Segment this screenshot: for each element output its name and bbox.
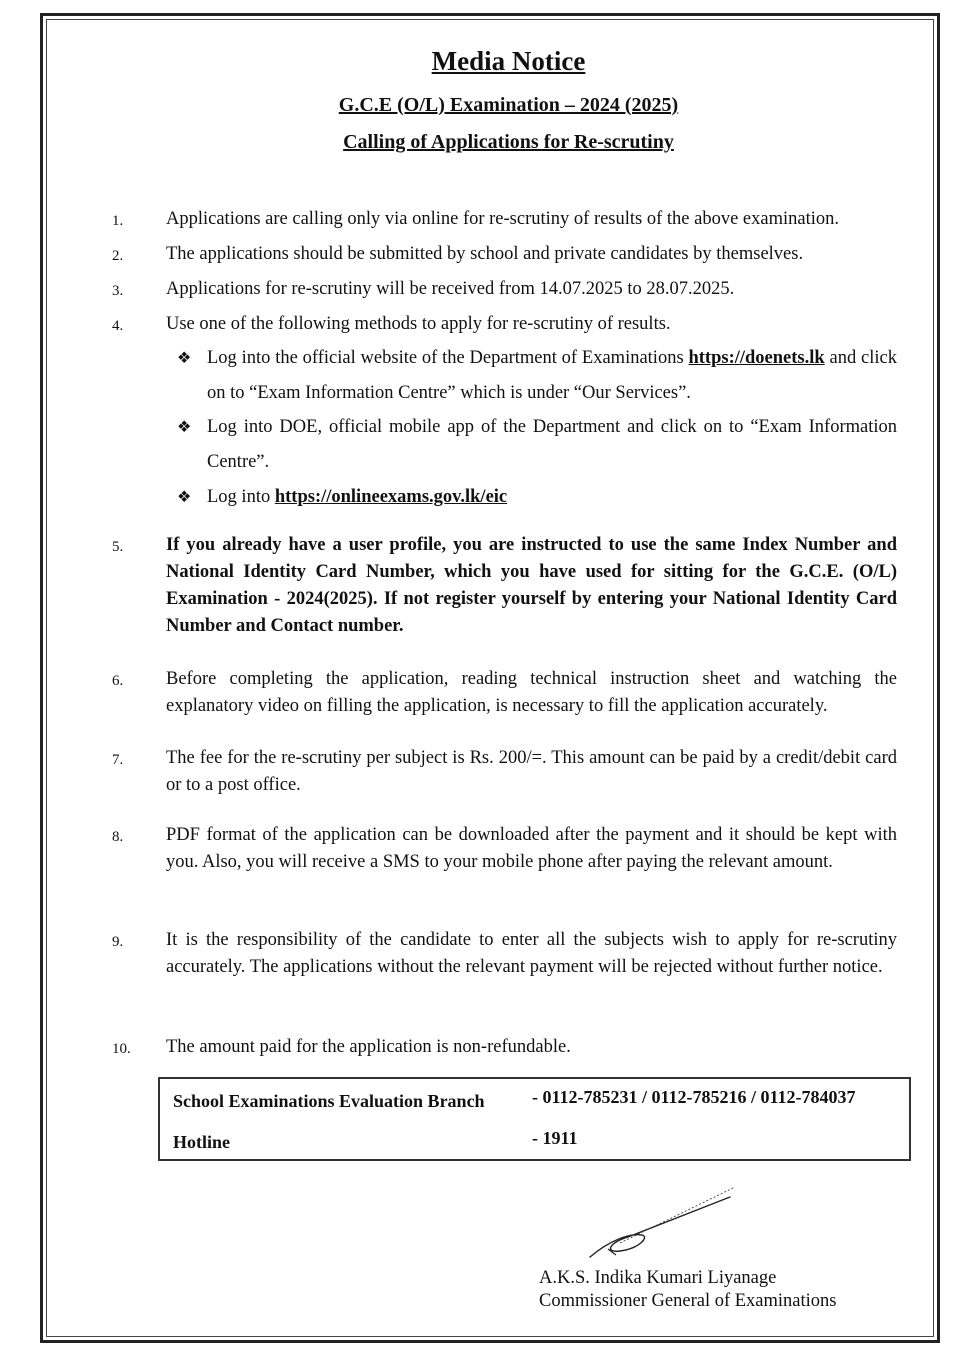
signature-graphic [580,1185,750,1265]
item-number: 1. [112,213,124,229]
item-number: 10. [112,1041,131,1057]
item-number: 9. [112,934,124,950]
item-number: 5. [112,539,124,555]
branch-phone: - 0112-785231 / 0112-785216 / 0112-784037 [532,1087,856,1107]
notice-subject: Calling of Applications for Re-scrutiny [343,131,674,153]
diamond-bullet-icon: ❖ [177,350,192,367]
item-text: Before completing the application, reading technical instruction sheet and watching the explanatory video on filling the application, is necessary to fill the application accurately. [166,669,897,716]
hotline-label: Hotline [173,1132,230,1152]
doenets-link[interactable]: https://doenets.lk [688,348,825,368]
exam-heading: G.C.E (O/L) Examination – 2024 (2025) [338,94,679,116]
notice-title: Media Notice [431,46,586,76]
item-text: It is the responsibility of the candidate to enter all the subjects wish to apply for re-scrutiny accurately. The applications without the relevant payment will be rejected without further notice. [166,930,897,977]
item-text: Applications are calling only via online for re-scrutiny of results of the above examination. [166,209,839,229]
item-number: 2. [112,248,124,264]
item-text: Applications for re-scrutiny will be received from 14.07.2025 to 28.07.2025. [166,279,735,299]
item-number: 8. [112,829,124,845]
item-number: 4. [112,318,124,334]
item-number: 6. [112,673,124,689]
item-text: The applications should be submitted by school and private candidates by themselves. [166,244,804,264]
method-text: Log into the official website of the Department of Examinations https://doenets.lk and click on to “Exam Information Centre” which is under “Our Services”. [207,348,897,403]
item-number: 3. [112,283,124,299]
item-text: If you already have a user profile, you are instructed to use the same Index Number and National Identity Card Number, which you have used for sitting for the G.C.E. (O/L) Examination - 2024(2025). If not register yourself by entering your National Identity Card Number and Contact number. [166,535,897,636]
item-text: The amount paid for the application is non-refundable. [166,1037,571,1057]
signatory-block [539,1267,836,1313]
method-text: Log into https://onlineexams.gov.lk/eic [207,487,508,507]
method-text: Log into DOE, official mobile app of the Department and click on to “Exam Information Centre”. [207,417,897,472]
item-text: Use one of the following methods to apply for re-scrutiny of results. [166,314,671,334]
contact-box [158,1077,911,1161]
diamond-bullet-icon: ❖ [177,489,192,506]
branch-label: School Examinations Evaluation Branch [173,1091,485,1111]
item-number: 7. [112,752,124,768]
diamond-bullet-icon: ❖ [177,419,192,436]
signatory-title: Commissioner General of Examinations [539,1291,837,1311]
item-text: PDF format of the application can be downloaded after the payment and it should be kept with you. Also, you will receive a SMS to your mobile phone after paying the relevant amount. [166,825,897,872]
item-text: The fee for the re-scrutiny per subject is Rs. 200/=. This amount can be paid by a credit/debit card or to a post office. [166,748,897,795]
signatory-name: A.K.S. Indika Kumari Liyanage [539,1268,777,1288]
hotline-number: - 1911 [532,1128,578,1148]
onlineexams-link[interactable]: https://onlineexams.gov.lk/eic [274,487,508,507]
